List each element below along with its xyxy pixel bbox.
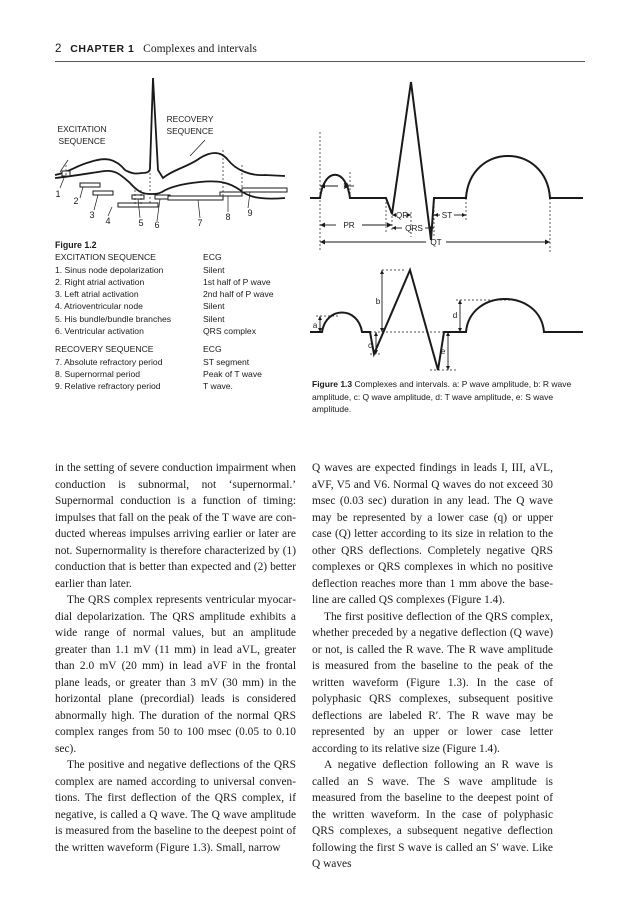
marker-2: 2 bbox=[73, 196, 79, 206]
label-c: c bbox=[367, 341, 373, 350]
excitation-event: 1. Sinus node depolarization bbox=[55, 264, 164, 275]
figure-1-3-title: Figure 1.3 bbox=[312, 379, 353, 389]
marker-3: 3 bbox=[89, 210, 95, 220]
marker-7: 7 bbox=[197, 218, 203, 228]
figure-1-2-title: Figure 1.2 bbox=[55, 240, 97, 250]
running-header bbox=[55, 43, 257, 55]
excitation-row bbox=[55, 325, 305, 337]
figure-1-3-intervals bbox=[308, 72, 590, 252]
label-pr: PR bbox=[343, 221, 355, 230]
paragraph: The positive and negative deflections of the QRS complex are named according to universal conventions. The first deflection of the QRS complex, if negative, is called a Q wave. The Q wave amplitude is measured from the baseline to the deepest point of the written waveform (Figure 1.3). Small, narrow bbox=[55, 759, 296, 854]
marker-6: 6 bbox=[154, 220, 160, 230]
figure-1-3-caption-text: Complexes and intervals. a: P wave amplitude, b: R wave amplitude, c: Q wave amplitude, d: T wave amplitude, e: S wave amplitude. bbox=[312, 379, 572, 415]
excitation-row bbox=[55, 264, 305, 276]
paragraph: A negative deflection following an R wave is called an S wave. The S wave amplitude is measured from the baseline to the deepest point of the written waveform. In the case of polyphasic QRS complexes, a subsequent negative deflection following the first S wave is called an S′ wave. Like Q waves bbox=[312, 759, 553, 870]
label-d: d bbox=[452, 311, 458, 320]
label-a: a bbox=[312, 321, 318, 330]
ecg-header: ECG bbox=[203, 252, 222, 263]
excitation-header: EXCITATION SEQUENCE bbox=[55, 252, 156, 263]
excitation-row bbox=[55, 313, 305, 325]
figure-1-2-caption bbox=[55, 239, 305, 393]
excitation-header-row bbox=[55, 251, 305, 263]
label-qrs: QRS bbox=[405, 224, 423, 233]
recovery-event: 9. Relative refractory period bbox=[55, 381, 161, 392]
excitation-event: 5. His bundle/bundle branches bbox=[55, 313, 172, 324]
page-number: 2 bbox=[55, 43, 62, 55]
excitation-row bbox=[55, 300, 305, 312]
label-qr: QR bbox=[395, 211, 409, 220]
excitation-ecg: 1st half of P wave bbox=[203, 276, 271, 287]
excitation-ecg: 2nd half of P wave bbox=[203, 289, 274, 300]
recovery-header-row bbox=[55, 343, 305, 355]
excitation-ecg: Silent bbox=[203, 264, 225, 275]
recovery-ecg: ST segment bbox=[203, 356, 250, 367]
excitation-event: 6. Ventricular activation bbox=[55, 326, 144, 337]
body-column-left bbox=[55, 460, 296, 856]
marker-4: 4 bbox=[105, 216, 111, 226]
paragraph: The QRS complex represents ventricular myocardial depolarization. The QRS amplitude exhibits a wide range of normal values, but an amplitude greater than 1.1 mV (11 mm) in lead aVL, greater than 2.0 mV (20 mm) in lead aVF in the frontal plane leads, or greater than 3 mV (30 mm) in the horizontal plane (precordial) leads is considered abnormally high. The duration of the normal QRS complex ranges from 50 to 100 msec (0.05 to 0.10 sec). bbox=[55, 594, 296, 755]
excitation-event: 3. Left atrial activation bbox=[55, 289, 139, 300]
recovery-row bbox=[55, 368, 305, 380]
paragraph: Q waves are expected findings in leads I, III, aVL, aVF, V5 and V6. Normal Q waves do not exceed 30 msec (0.03 sec) duration in any lead. The Q wave may be represented by a lower case (q) or upper case (Q) letter according to its size in relation to the other QRS deflections. Completely negative QRS complexes or QRS complexes in which no positive deflection reaches more than 1 mm above the baseline are called QS complexes (Figure 1.4). bbox=[312, 462, 553, 606]
excitation-ecg: QRS complex bbox=[203, 326, 257, 337]
recovery-ecg: Peak of T wave bbox=[203, 368, 262, 379]
label-st: ST bbox=[441, 211, 453, 220]
label-qt: QT bbox=[430, 238, 442, 247]
excitation-row bbox=[55, 288, 305, 300]
paragraph: The first positive deflection of the QRS complex, whether preceded by a negative deflection (Q wave) or not, is called the R wave. The R wave amplitude is measured from the baseline to the peak of the written waveform (Figure 1.3). In the case of polyphasic QRS complexes, subsequent positive deflections are labeled R′. The R wave may be represented by an upper or lower case letter according to its relative size (Figure 1.4). bbox=[312, 610, 553, 755]
header-rule bbox=[55, 61, 585, 62]
label-p: P bbox=[343, 182, 349, 191]
label-e: e bbox=[440, 347, 446, 356]
recovery-row bbox=[55, 356, 305, 368]
excitation-ecg: Silent bbox=[203, 301, 225, 312]
excitation-row bbox=[55, 276, 305, 288]
recovery-row bbox=[55, 380, 305, 392]
marker-1: 1 bbox=[55, 189, 61, 199]
excitation-event: 2. Right atrial activation bbox=[55, 276, 145, 287]
excitation-label-line1: EXCITATION bbox=[57, 124, 107, 134]
chapter-title: Complexes and intervals bbox=[143, 43, 257, 55]
recovery-label-line1: RECOVERY bbox=[166, 114, 214, 124]
marker-5: 5 bbox=[138, 218, 144, 228]
recovery-ecg: T wave. bbox=[203, 381, 233, 392]
figure-1-3-caption bbox=[312, 378, 592, 416]
label-b: b bbox=[375, 297, 381, 306]
recovery-label-line2: SEQUENCE bbox=[166, 126, 214, 136]
recovery-event: 8. Supernormal period bbox=[55, 368, 141, 379]
marker-8: 8 bbox=[225, 212, 231, 222]
paragraph: in the setting of severe conduction impairment when conduction is subnormal, not ‘supernormal.’ Supernormal conduction is a function of timing: impulses that fall on the peak of the T wave are conducted whereas impulses arriving earlier or later are not. Supernormality is therefore characterized by (1) conduction that is better than expected and (2) better earlier than later. bbox=[55, 462, 296, 590]
excitation-label-line2: SEQUENCE bbox=[58, 136, 106, 146]
excitation-ecg: Silent bbox=[203, 313, 225, 324]
excitation-event: 4. Atrioventricular node bbox=[55, 301, 143, 312]
ecg-header: ECG bbox=[203, 344, 222, 355]
chapter-label: CHAPTER 1 bbox=[70, 43, 135, 55]
figure-1-3-amplitudes bbox=[308, 262, 590, 374]
body-column-right bbox=[312, 460, 553, 873]
figure-1-2-diagram bbox=[50, 70, 310, 235]
recovery-event: 7. Absolute refractory period bbox=[55, 356, 163, 367]
recovery-header: RECOVERY SEQUENCE bbox=[55, 344, 154, 355]
marker-9: 9 bbox=[247, 208, 253, 218]
